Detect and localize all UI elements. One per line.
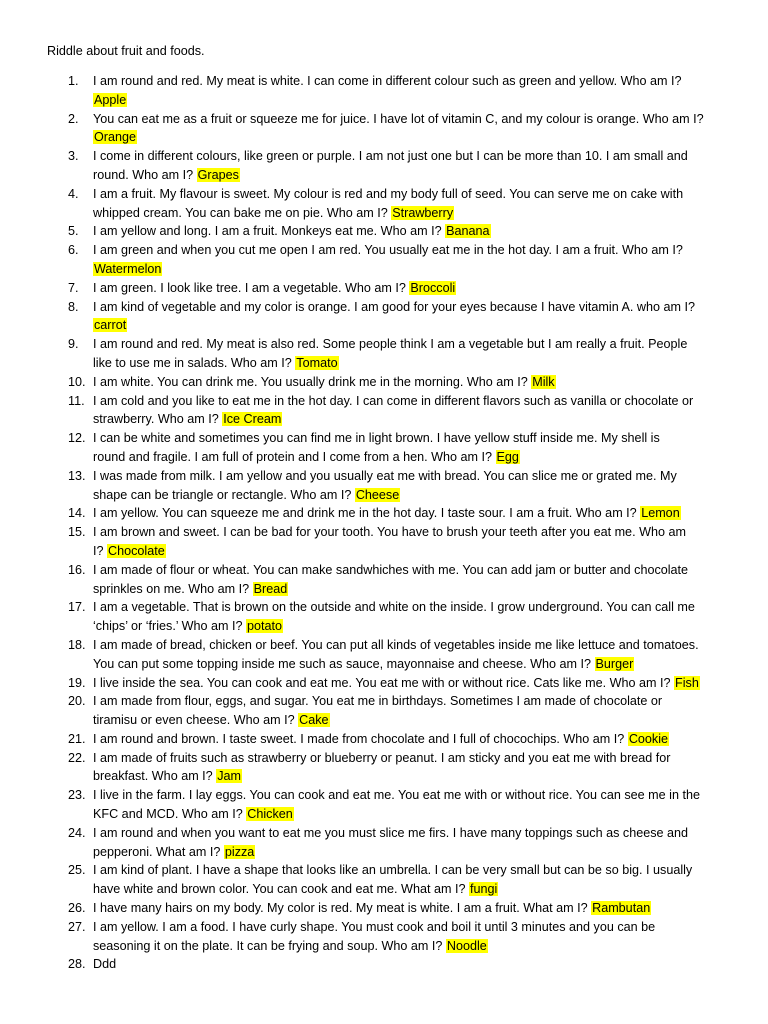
riddle-text-continued: sprinkles on me. Who am I? [93, 581, 253, 596]
riddle-line [93, 918, 728, 937]
riddle-item [0, 298, 768, 336]
riddle-number: 10. [68, 374, 86, 389]
riddle-text-continued: have white and brown color. You can cook and eat me. What am I? [93, 882, 469, 897]
riddle-line [93, 711, 728, 730]
riddle-answer: Cookie [628, 731, 669, 746]
riddle-line [93, 448, 728, 467]
riddle-answer: Banana [446, 224, 490, 239]
riddle-line [93, 147, 728, 166]
riddle-text: I am round and red. My meat is white. I can come in different colour such as green and yellow. Who am I? [93, 74, 682, 88]
riddle-number: 23. [68, 788, 86, 803]
riddle-text: I am made from flour, eggs, and sugar. You eat me in birthdays. Sometimes I am made of chocolate or [93, 694, 663, 709]
riddle-text: I live inside the sea. You can cook and eat me. You eat me with or without rice. Cats like me. Who am I? [93, 675, 675, 690]
riddle-number: 13. [68, 468, 86, 483]
riddle-text: I am round and when you want to eat me you must slice me firs. I have many toppings such as cheese and [93, 825, 689, 840]
riddle-line [93, 749, 728, 768]
riddle-line [93, 335, 728, 354]
riddle-line [93, 373, 728, 392]
riddle-answer: Ice Cream [223, 412, 282, 427]
riddle-line [93, 392, 728, 411]
riddle-number: 11. [68, 393, 85, 408]
riddle-number: 8. [68, 299, 79, 314]
riddle-number: 9. [68, 337, 79, 352]
riddle-item [0, 598, 768, 636]
riddle-line [93, 128, 728, 147]
riddle-text-continued: I? [93, 543, 108, 558]
riddle-text-continued: pepperoni. What am I? [93, 844, 224, 859]
riddle-number: 5. [68, 224, 79, 239]
riddle-text-continued: ‘chips’ or ‘fries.’ Who am I? [93, 619, 247, 634]
riddle-line [93, 767, 728, 786]
riddle-line [93, 523, 728, 542]
riddle-line [93, 91, 728, 110]
riddle-number: 28. [68, 957, 86, 972]
riddle-line [93, 580, 728, 599]
riddle-item [0, 749, 768, 787]
riddle-number: 16. [68, 562, 86, 577]
riddle-item [0, 72, 768, 110]
riddle-line [93, 786, 728, 805]
riddle-answer: Milk [532, 374, 555, 389]
riddle-item [0, 429, 768, 467]
riddle-text-continued: breakfast. Who am I? [93, 769, 217, 784]
riddle-item [0, 147, 768, 185]
riddle-line [93, 655, 728, 674]
riddle-text: I can be white and sometimes you can find me in light brown. I have yellow stuff inside me. My shell is [93, 431, 660, 446]
riddle-answer: Rambutan [592, 901, 651, 916]
riddle-text: I am white. You can drink me. You usually drink me in the morning. Who am I? [93, 374, 532, 389]
riddle-answer: pizza [224, 844, 255, 859]
riddle-line [93, 636, 728, 655]
riddle-item [0, 279, 768, 298]
riddle-number: 18. [68, 637, 86, 652]
riddle-item [0, 523, 768, 561]
riddle-line [93, 937, 728, 956]
riddle-number: 25. [68, 863, 86, 878]
riddle-item [0, 861, 768, 899]
riddle-item [0, 467, 768, 505]
riddle-line [93, 204, 728, 223]
riddle-number: 27. [68, 919, 86, 934]
riddle-text-continued: round. Who am I? [93, 167, 197, 182]
riddle-line [93, 561, 728, 580]
riddle-number: 4. [68, 186, 79, 201]
riddle-text: I am kind of plant. I have a shape that looks like an umbrella. I can be very small but can be so big. I usually [93, 863, 693, 878]
riddle-text: I am yellow. You can squeeze me and drink me in the hot day. I taste sour. I am a fruit. Who am I? [93, 506, 641, 521]
riddle-item [0, 504, 768, 523]
riddle-item [0, 185, 768, 223]
riddle-text-continued: strawberry. Who am I? [93, 412, 223, 427]
riddle-answer: Chocolate [108, 543, 165, 558]
riddle-line [93, 241, 728, 260]
riddle-answer: Noodle [446, 938, 487, 953]
riddle-text-continued: shape can be triangle or rectangle. Who am I? [93, 487, 355, 502]
riddle-item [0, 918, 768, 956]
riddle-answer: Tomato [296, 355, 338, 370]
riddle-text: I am brown and sweet. I can be bad for your tooth. You have to brush your teeth after you eat me. Who am [93, 525, 686, 540]
riddle-line [93, 260, 728, 279]
riddle-item [0, 636, 768, 674]
riddle-item [0, 786, 768, 824]
riddle-number: 21. [68, 731, 86, 746]
riddle-text-continued: You can put some topping inside me such as sauce, mayonnaise and cheese. Who am I? [93, 656, 595, 671]
riddle-line [93, 880, 728, 899]
riddle-number: 6. [68, 243, 79, 258]
riddle-number: 7. [68, 280, 79, 295]
riddle-text-continued: like to use me in salads. Who am I? [93, 355, 296, 370]
riddle-text: Ddd [93, 957, 117, 972]
riddle-line [93, 730, 728, 749]
riddle-number: 3. [68, 149, 79, 164]
riddle-answer: Jam [217, 769, 241, 784]
riddle-line [93, 298, 728, 317]
riddle-line [93, 354, 728, 373]
riddle-answer: Fish [675, 675, 699, 690]
riddle-line [93, 222, 728, 241]
riddle-line [93, 486, 728, 505]
riddle-text: I am cold and you like to eat me in the hot day. I can come in different flavors such as vanilla or chocolate or [93, 393, 694, 408]
riddle-answer: potato [247, 619, 283, 634]
riddle-line [93, 504, 728, 523]
riddle-number: 20. [68, 694, 86, 709]
riddle-number: 24. [68, 825, 86, 840]
riddle-line [93, 617, 728, 636]
riddle-line [93, 429, 728, 448]
riddle-text: I am yellow and long. I am a fruit. Monkeys eat me. Who am I? [93, 224, 446, 239]
riddle-item [0, 692, 768, 730]
riddle-line [93, 410, 728, 429]
riddle-text-continued: seasoning it on the plate. It can be frying and soup. Who am I? [93, 938, 446, 953]
riddle-text-continued: KFC and MCD. Who am I? [93, 807, 247, 822]
riddle-number: 1. [68, 74, 79, 88]
riddle-text: I am round and red. My meat is also red. Some people think I am a vegetable but I am really a fruit. People [93, 337, 688, 352]
riddle-answer: Broccoli [410, 280, 456, 295]
riddle-line [93, 674, 728, 693]
riddle-answer: Chicken [247, 807, 293, 822]
riddle-answer: Orange [94, 130, 137, 145]
riddle-number: 22. [68, 750, 86, 765]
riddle-text: I come in different colours, like green or purple. I am not just one but I can be more than 10. I am small and [93, 149, 688, 164]
riddle-number: 12. [68, 431, 86, 446]
riddle-text: I have many hairs on my body. My color is red. My meat is white. I am a fruit. What am I? [93, 901, 592, 916]
riddle-text: I am made of bread, chicken or beef. You can put all kinds of vegetables inside me like lettuce and tomatoes. [93, 637, 699, 652]
riddle-item [0, 955, 768, 974]
riddle-item [0, 824, 768, 862]
riddle-text-continued: round and fragile. I am full of protein and I come from a hen. Who am I? [93, 449, 496, 464]
riddle-line [93, 824, 728, 843]
riddle-answer: fungi [469, 882, 498, 897]
riddle-line [93, 899, 728, 918]
riddle-line [93, 805, 728, 824]
riddle-item [0, 241, 768, 279]
riddle-item [0, 899, 768, 918]
riddle-text: I am a fruit. My flavour is sweet. My colour is red and my body full of seed. You can serve me on cake with [93, 186, 684, 201]
riddle-text: I am a vegetable. That is brown on the outside and white on the inside. I grow underground. You can call me [93, 600, 695, 615]
riddle-number: 26. [68, 901, 86, 916]
riddle-text: I am kind of vegetable and my color is orange. I am good for your eyes because I have vitamin A. who am I? [93, 299, 696, 314]
riddle-item [0, 373, 768, 392]
riddle-line [93, 110, 728, 129]
riddle-line [93, 467, 728, 486]
riddle-answer: Grapes [197, 167, 239, 182]
riddle-text: I am green and when you cut me open I am red. You usually eat me in the hot day. I am a fruit. Who am I? [93, 243, 683, 258]
riddle-text: I live in the farm. I lay eggs. You can cook and eat me. You eat me with or without rice. You can see me in the [93, 788, 700, 803]
riddle-number: 14. [68, 506, 86, 521]
riddle-line [93, 279, 728, 298]
riddle-line [93, 598, 728, 617]
riddle-text: I am round and brown. I taste sweet. I made from chocolate and I full of chocochips. Who am I? [93, 731, 628, 746]
riddle-answer: Bread [253, 581, 288, 596]
riddle-answer: Cake [299, 713, 329, 728]
riddle-item [0, 561, 768, 599]
riddle-line [93, 166, 728, 185]
riddle-answer: Strawberry [392, 205, 454, 220]
riddle-line [93, 955, 728, 974]
riddle-item [0, 110, 768, 148]
riddle-line [93, 72, 728, 91]
riddle-number: 17. [68, 600, 86, 615]
riddle-item [0, 730, 768, 749]
riddle-answer: Apple [94, 92, 127, 107]
riddle-text: I am made of fruits such as strawberry or blueberry or peanut. I am sticky and you eat me with bread for [93, 750, 671, 765]
riddle-text: I am made of flour or wheat. You can make sandwhiches with me. You can add jam or butter and chocolate [93, 562, 689, 577]
riddle-line [93, 861, 728, 880]
riddle-answer: Burger [595, 656, 634, 671]
riddle-list [0, 72, 768, 974]
riddle-answer: Lemon [641, 506, 680, 521]
riddle-number: 15. [68, 525, 86, 540]
riddle-text: I am yellow. I am a food. I have curly shape. You must cook and boil it until 3 minutes and you can be [93, 919, 656, 934]
riddle-line [93, 316, 728, 335]
riddle-answer: carrot [94, 318, 127, 333]
riddle-line [93, 692, 728, 711]
riddle-text: I was made from milk. I am yellow and you usually eat me with bread. You can slice me or grated me. My [93, 468, 677, 483]
riddle-line [93, 843, 728, 862]
riddle-answer: Cheese [355, 487, 400, 502]
riddle-line [93, 185, 728, 204]
riddle-number: 2. [68, 111, 79, 126]
riddle-answer: Watermelon [94, 261, 162, 276]
riddle-text: I am green. I look like tree. I am a vegetable. Who am I? [93, 280, 410, 295]
riddle-text-continued: tiramisu or even cheese. Who am I? [93, 713, 299, 728]
riddle-item [0, 392, 768, 430]
riddle-text: You can eat me as a fruit or squeeze me for juice. I have lot of vitamin C, and my colour is orange. Who am I? [93, 111, 704, 126]
riddle-text-continued: whipped cream. You can bake me on pie. Who am I? [93, 205, 392, 220]
riddle-item [0, 222, 768, 241]
document-title: Riddle about fruit and foods. [47, 44, 205, 58]
riddle-line [93, 542, 728, 561]
riddle-answer: Egg [496, 449, 519, 464]
riddle-item [0, 335, 768, 373]
riddle-number: 19. [68, 675, 86, 690]
riddle-item [0, 674, 768, 693]
